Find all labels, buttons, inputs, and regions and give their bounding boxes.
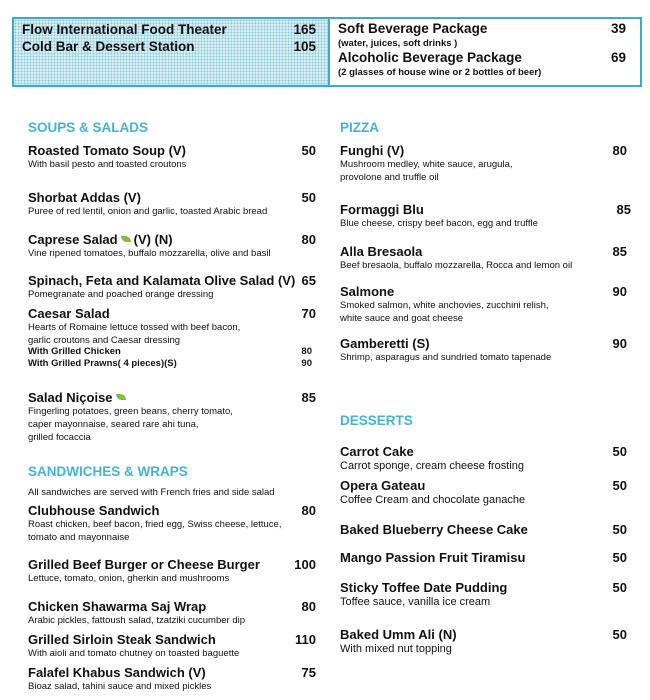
item-name-text: Salad Niçoise [28, 390, 113, 405]
menu-item-price: 80 [301, 599, 316, 614]
menu-item-price: 50 [301, 143, 316, 158]
menu-item-description: Coffee Cream and chocolate ganache [340, 494, 526, 506]
item-name-text: Caesar Salad [28, 306, 110, 321]
vegetarian-leaf-icon [121, 236, 131, 242]
menu-item-price: 50 [612, 444, 627, 459]
menu-item-price: 85 [612, 244, 627, 259]
item-name-text: Falafel Khabus Sandwich (V) [28, 665, 206, 680]
menu-item-description: Fingerling potatoes, green beans, cherry tomato, caper mayonnaise, seared rare ahi tuna, grilled focaccia [28, 406, 233, 443]
item-name-text: Formaggi Blu [340, 202, 424, 217]
section-note: All sandwiches are served with French fries and side salad [28, 487, 275, 498]
menu-item-name [28, 632, 216, 647]
menu-item-price: 80 [301, 232, 316, 247]
section-title: SANDWICHES & WRAPS [28, 464, 188, 479]
menu-item-description: Blue cheese, crispy beef bacon, egg and truffle [340, 218, 538, 229]
item-name-text: Carrot Cake [340, 444, 414, 459]
menu-item-description: Roast chicken, beef bacon, fried egg, Swiss cheese, lettuce, tomato and mayonnaise [28, 519, 282, 543]
menu-item-price: 65 [301, 273, 316, 288]
menu-item-price: 50 [612, 580, 627, 595]
item-name-text: Grilled Sirloin Steak Sandwich [28, 632, 216, 647]
item-option-price: 90 [301, 358, 312, 369]
menu-item-description: Smoked salmon, white anchovies, zucchini relish, white sauce and goat cheese [340, 300, 549, 324]
menu-item-name [340, 202, 424, 217]
item-name-text: Funghi (V) [340, 143, 405, 158]
menu-item-description: Carrot sponge, cream cheese frosting [340, 460, 525, 472]
package-name: Flow International Food Theater [22, 22, 227, 37]
menu-item-description: Mushroom medley, white sauce, arugula, provolone and truffle oil [340, 159, 513, 183]
package-name: Alcoholic Beverage Package [338, 50, 522, 65]
section-title: DESSERTS [340, 413, 413, 428]
menu-item-price: 70 [301, 306, 316, 321]
menu-item-price: 50 [612, 550, 627, 565]
menu-item-description: Vine ripened tomatoes, buffalo mozzarella, olive and basil [28, 248, 271, 259]
menu-item-name [340, 143, 404, 158]
menu-item-name [28, 665, 206, 680]
section-title: PIZZA [340, 120, 379, 135]
package-note: (water, juices, soft drinks ) [338, 38, 458, 49]
menu-item-name [28, 557, 260, 572]
item-name-text: Salmone [340, 284, 395, 299]
package-price: 105 [293, 39, 316, 54]
menu-item-description: Bioaz salad, tahini sauce and mixed pickles [28, 681, 212, 692]
menu-item-name [28, 599, 206, 614]
beverage-packages-box [328, 17, 642, 87]
item-name-text: Opera Gateau [340, 478, 426, 493]
item-option-name: With Grilled Prawns( 4 pieces)(S) [28, 358, 177, 369]
food-packages-box [12, 17, 331, 87]
menu-item-name [28, 143, 186, 158]
item-name-text: Grilled Beef Burger or Cheese Burger [28, 557, 260, 572]
menu-item-price: 80 [301, 503, 316, 518]
menu-item-price: 80 [612, 143, 627, 158]
menu-item-description: Hearts of Romaine lettuce tossed with beef bacon, garlic croutons and Caesar dressing [28, 322, 241, 346]
package-note: (2 glasses of house wine or 2 bottles of beer) [338, 67, 542, 78]
item-option-name: With Grilled Chicken [28, 346, 121, 357]
menu-item-price: 50 [301, 190, 316, 205]
menu-item-name [28, 390, 129, 405]
menu-item-price: 50 [612, 478, 627, 493]
section-title: SOUPS & SALADS [28, 120, 149, 135]
item-name-text: Mango Passion Fruit Tiramisu [340, 550, 526, 565]
item-option-price: 80 [301, 346, 312, 357]
menu-item-price: 85 [301, 390, 316, 405]
item-name-text: Chicken Shawarma Saj Wrap [28, 599, 207, 614]
item-name-text: Gamberetti (S) [340, 336, 430, 351]
item-name-text: Sticky Toffee Date Pudding [340, 580, 508, 595]
item-name-text: Spinach, Feta and Kalamata Olive Salad (V) [28, 273, 296, 288]
menu-item-name [340, 478, 425, 493]
item-tags: (V) (N) [133, 232, 173, 247]
package-price: 39 [610, 21, 626, 36]
menu-item-name [340, 550, 525, 565]
menu-item-price: 100 [294, 557, 316, 572]
item-name-text: Shorbat Addas (V) [28, 190, 141, 205]
menu-item-description: With basil pesto and toasted croutons [28, 159, 187, 170]
item-name-text: Alla Bresaola [340, 244, 423, 259]
menu-item-description: Puree of red lentil, onion and garlic, toasted Arabic bread [28, 206, 268, 217]
menu-item-price: 110 [295, 632, 316, 647]
menu-item-name [340, 580, 507, 595]
item-name-text: Clubhouse Sandwich [28, 503, 160, 518]
menu-item-price: 85 [616, 202, 631, 217]
menu-item-price: 90 [612, 336, 627, 351]
menu-item-name [28, 503, 159, 518]
package-price: 165 [293, 22, 316, 37]
menu-item-price: 90 [612, 284, 627, 299]
menu-item-name [28, 273, 295, 288]
menu-item-name [28, 232, 173, 247]
menu-item-description: With aioli and tomato chutney on toasted baguette [28, 648, 240, 659]
menu-item-name [340, 244, 422, 259]
menu-item-description: Beef bresaola, buffalo mozzarella, Rocca and lemon oil [340, 260, 573, 271]
menu-item-description: Toffee sauce, vanilla ice cream [340, 596, 491, 608]
item-name-text: Roasted Tomato Soup (V) [28, 143, 186, 158]
item-name-text: Baked Blueberry Cheese Cake [340, 522, 528, 537]
menu-item-name [340, 284, 394, 299]
menu-item-price: 50 [612, 522, 627, 537]
menu-item-description: Pomegranate and poached orange dressing [28, 289, 214, 300]
menu-item-price: 75 [301, 665, 316, 680]
item-name-text: Baked Umm Ali (N) [340, 627, 457, 642]
package-name: Cold Bar & Dessert Station [22, 39, 195, 54]
menu-item-name [340, 336, 430, 351]
menu-item-name [28, 306, 110, 321]
package-name: Soft Beverage Package [338, 21, 488, 36]
menu-item-name [340, 627, 457, 642]
menu-item-description: Lettuce, tomato, onion, gherkin and mushrooms [28, 573, 230, 584]
package-price: 69 [610, 50, 626, 65]
item-name-text: Caprese Salad [28, 232, 118, 247]
menu-item-name [340, 444, 414, 459]
menu-item-description: Shrimp, asparagus and sundried tomato tapenade [340, 352, 552, 363]
vegetarian-leaf-icon [116, 394, 126, 400]
menu-item-name [340, 522, 528, 537]
menu-item-price: 50 [612, 627, 627, 642]
menu-item-name [28, 190, 141, 205]
menu-item-description: Arabic pickles, fattoush salad, tzatziki cucumber dip [28, 615, 246, 626]
menu-item-description: With mixed nut topping [340, 643, 452, 655]
